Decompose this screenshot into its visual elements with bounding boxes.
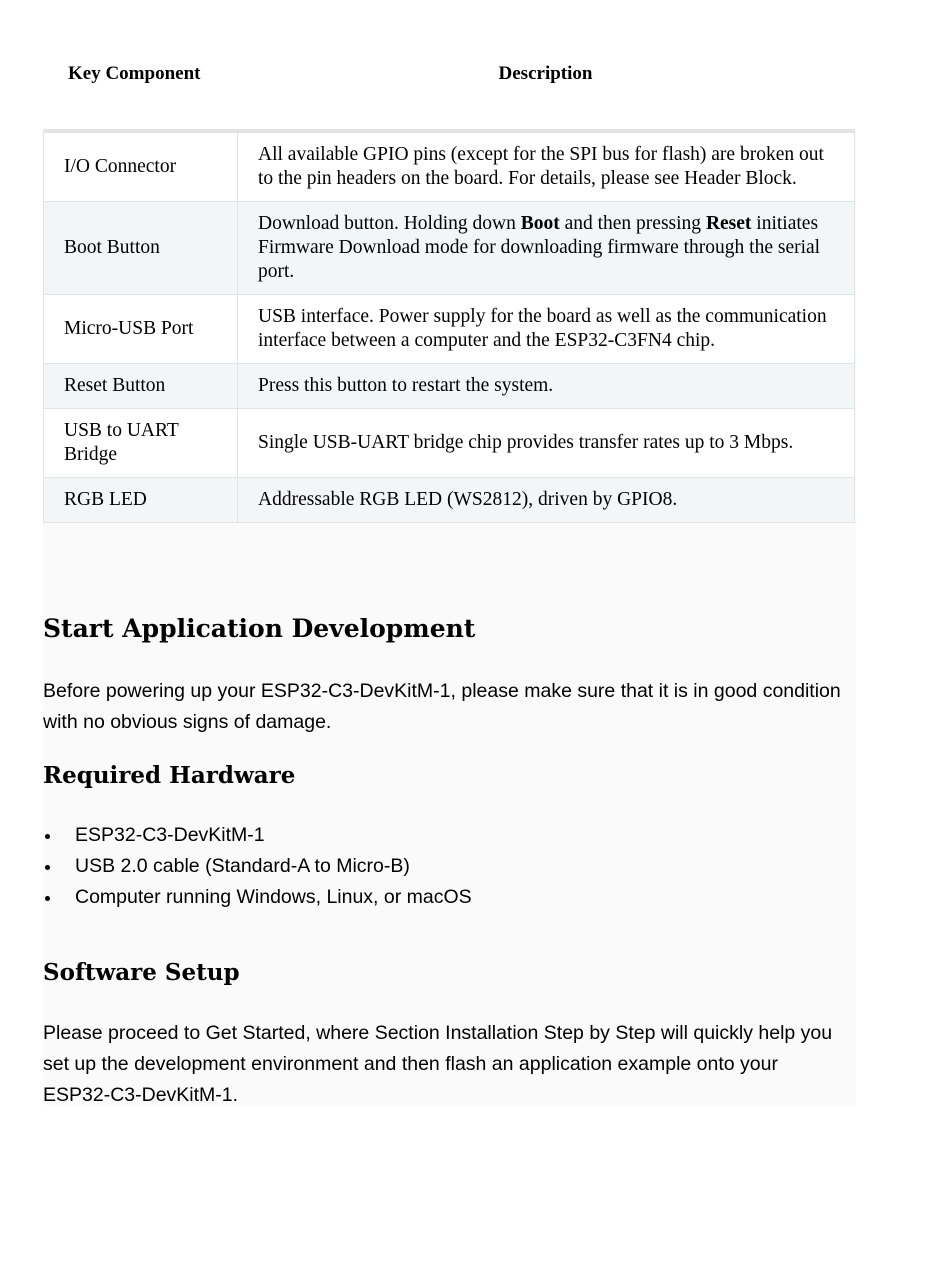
- component-name: I/O Connector: [44, 133, 238, 202]
- table-row: [44, 202, 855, 295]
- component-description: All available GPIO pins (except for the SPI bus for flash) are broken out to the pin headers on the board. For details, please see Header Block.: [238, 133, 855, 202]
- component-name: Reset Button: [44, 364, 238, 409]
- start-development-heading: Start Application Development: [43, 614, 476, 643]
- list-item: USB 2.0 cable (Standard-A to Micro-B): [43, 851, 472, 882]
- table-row: [44, 478, 855, 523]
- component-name: RGB LED: [44, 478, 238, 523]
- component-name: USB to UART Bridge: [44, 409, 238, 478]
- component-description: Single USB-UART bridge chip provides transfer rates up to 3 Mbps.: [238, 409, 855, 478]
- component-description: Addressable RGB LED (WS2812), driven by GPIO8.: [238, 478, 855, 523]
- table-row: [44, 133, 855, 202]
- table-row: [44, 295, 855, 364]
- component-description: Press this button to restart the system.: [238, 364, 855, 409]
- components-table-body: [43, 132, 855, 523]
- required-hardware-heading: Required Hardware: [43, 762, 296, 789]
- table-row: [44, 364, 855, 409]
- header-key-component: Key Component: [68, 63, 201, 84]
- table-header: [43, 55, 855, 129]
- table-row: [44, 409, 855, 478]
- boot-keyword: Boot: [520, 213, 560, 234]
- component-description: Download button. Holding down Boot and then pressing Reset initiates Firmware Download mode for downloading firmware through the serial port.: [238, 202, 855, 295]
- software-setup-text: Please proceed to Get Started, where Section Installation Step by Step will quickly help you set up the development environment and then flash an application example onto your ESP32-C3-DevKitM-1.: [43, 1022, 833, 1106]
- component-name: Boot Button: [44, 202, 238, 295]
- hardware-list: [43, 820, 472, 913]
- component-name: Micro-USB Port: [44, 295, 238, 364]
- software-setup-heading: Software Setup: [43, 959, 240, 986]
- header-description: Description: [498, 63, 593, 84]
- list-item: ESP32-C3-DevKitM-1: [43, 820, 472, 851]
- list-item: Computer running Windows, Linux, or macOS: [43, 882, 472, 913]
- reset-keyword: Reset: [705, 213, 752, 234]
- components-table: [43, 55, 855, 523]
- component-description: USB interface. Power supply for the board as well as the communication interface between a computer and the ESP32-C3FN4 chip.: [238, 295, 855, 364]
- start-development-text: Before powering up your ESP32-C3-DevKitM-1, please make sure that it is in good condition with no obvious signs of damage.: [43, 680, 841, 733]
